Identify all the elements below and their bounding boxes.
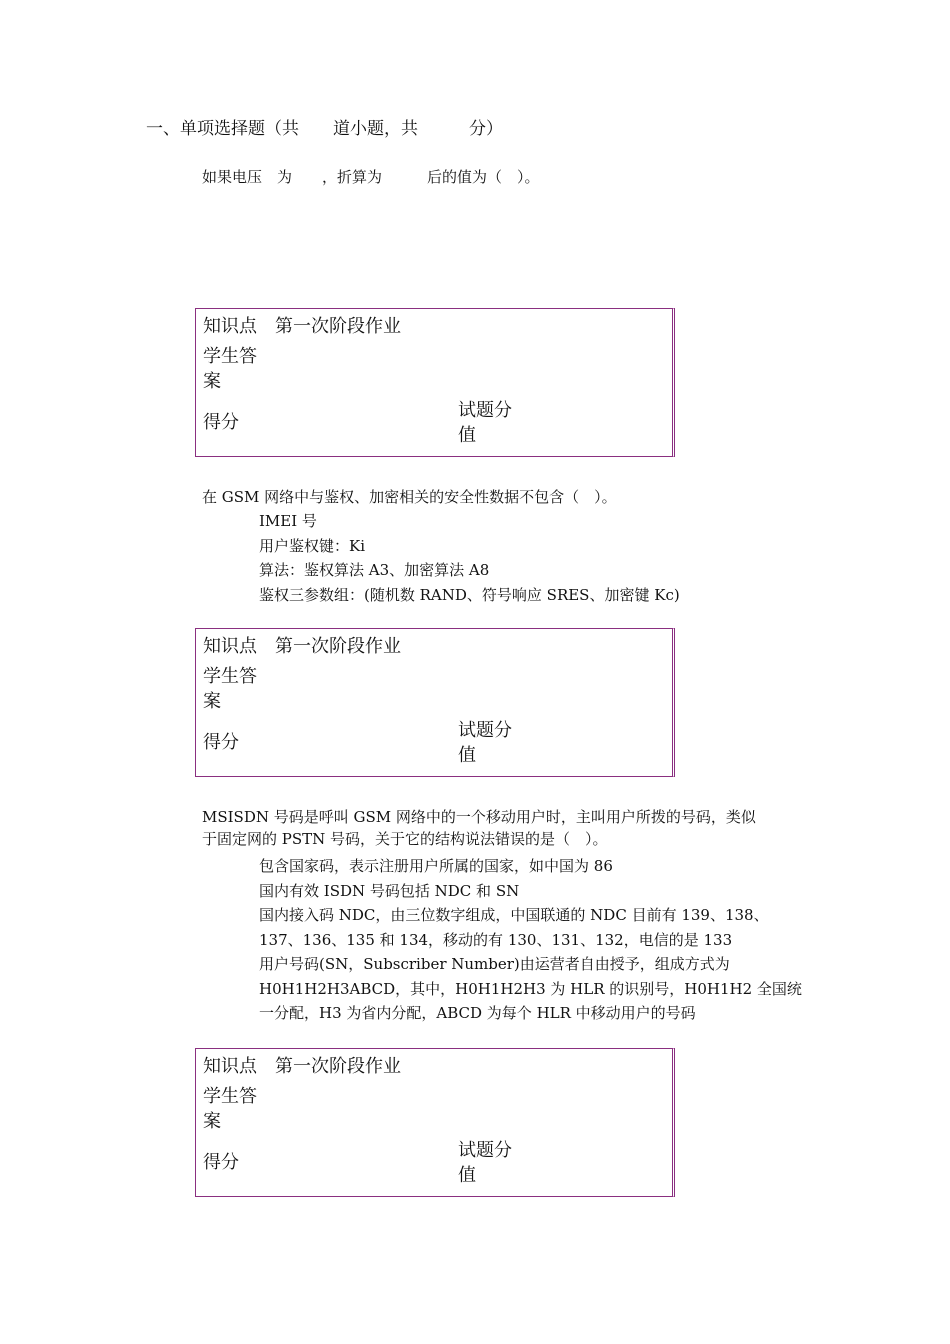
stem-line: MSISDN 号码是呼叫 GSM 网络中的一个移动用户时，主叫用户所拨的号码，类似 bbox=[202, 808, 756, 826]
question-2-stem: 在 GSM 网络中与鉴权、加密相关的安全性数据不包含（ ）。 bbox=[202, 488, 617, 506]
knowledge-value: 第一次阶段作业 bbox=[275, 316, 401, 337]
option[interactable]: 算法：鉴权算法 A3、加密算法 A8 bbox=[259, 561, 490, 579]
score-label: 得分 bbox=[203, 732, 239, 753]
option[interactable]: 鉴权三参数组：(随机数 RAND、符号响应 SRES、加密键 Kc) bbox=[259, 585, 680, 604]
score-label: 得分 bbox=[203, 1152, 239, 1173]
score-label: 得分 bbox=[203, 412, 239, 433]
option[interactable]: 国内有效 ISDN 号码包括 NDC 和 SN bbox=[259, 881, 520, 900]
question-value-label: 试题分值 bbox=[458, 720, 512, 766]
question-3-options bbox=[259, 854, 814, 1026]
info-box-2 bbox=[195, 628, 675, 777]
knowledge-label: 知识点 bbox=[203, 636, 257, 657]
knowledge-label: 知识点 bbox=[203, 316, 257, 337]
question-value-label: 试题分值 bbox=[458, 400, 512, 446]
question-3-stem bbox=[202, 806, 756, 850]
option[interactable]: 用户鉴权键：Ki bbox=[259, 536, 366, 555]
section-heading: 一、单项选择题（共 道小题，共 分） bbox=[146, 119, 503, 139]
question-1-stem: 如果电压 为 ，折算为 后的值为（ ）。 bbox=[202, 168, 540, 186]
question-2-options bbox=[259, 509, 814, 607]
option-continued[interactable]: 一分配，H3 为省内分配，ABCD 为每个 HLR 中移动用户的号码 bbox=[259, 1004, 696, 1022]
student-answer-label: 学生答案 bbox=[203, 1086, 257, 1132]
option[interactable]: IMEI 号 bbox=[259, 512, 317, 530]
stem-line: 于固定网的 PSTN 号码，关于它的结构说法错误的是（ ）。 bbox=[202, 830, 608, 848]
question-value-label: 试题分值 bbox=[458, 1140, 512, 1186]
knowledge-label: 知识点 bbox=[203, 1056, 257, 1077]
option[interactable]: 包含国家码，表示注册用户所属的国家，如中国为 86 bbox=[259, 857, 613, 875]
knowledge-value: 第一次阶段作业 bbox=[275, 1056, 401, 1077]
option-continued[interactable]: H0H1H2H3ABCD，其中，H0H1H2H3 为 HLR 的识别号，H0H1H2 全国统 bbox=[259, 979, 802, 998]
info-box-3 bbox=[195, 1048, 675, 1197]
knowledge-value: 第一次阶段作业 bbox=[275, 636, 401, 657]
student-answer-label: 学生答案 bbox=[203, 666, 257, 712]
option-continued[interactable]: 137、136、135 和 134，移动的有 130、131、132，电信的是 133 bbox=[259, 930, 733, 949]
student-answer-label: 学生答案 bbox=[203, 346, 257, 392]
option[interactable]: 用户号码(SN，Subscriber Number)由运营者自由授予，组成方式为 bbox=[259, 955, 730, 973]
info-box-1 bbox=[195, 308, 675, 457]
option[interactable]: 国内接入码 NDC，由三位数字组成，中国联通的 NDC 目前有 139、138、 bbox=[259, 906, 769, 924]
